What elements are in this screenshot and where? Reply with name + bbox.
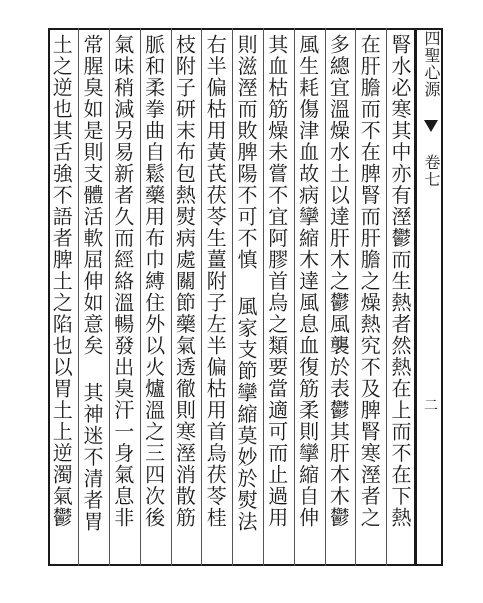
column-rule (325, 28, 326, 566)
volume-label: 卷七 (422, 154, 441, 188)
column-rule (263, 28, 264, 566)
fish-tail-mark (424, 120, 438, 132)
column-rule (109, 28, 110, 566)
book-title: 四聖心源 (422, 30, 441, 98)
text-column: 腎水必寒其中亦有溼鬱而生熱者然熱在上而不在下熱 (387, 34, 412, 529)
text-column: 在肝膽而不在脾腎而肝膽之燥熱究不及脾腎寒溼者之 (357, 34, 382, 529)
text-column: 右半偏枯用黃芪茯苓生薑附子左半偏枯用首烏茯苓桂 (203, 34, 228, 529)
column-rule (294, 28, 295, 566)
column-rule (355, 28, 356, 566)
column-rule (232, 28, 233, 566)
column-rule (140, 28, 141, 566)
text-column: 脈和柔拳曲自鬆藥用布巾縛住外以火爐溫之三四次後 (141, 34, 166, 529)
column-rule (201, 28, 202, 566)
column-rule (386, 28, 387, 566)
text-column: 枝附子研末布包熱熨病處關節藥氣透徹則寒溼消散筋 (172, 34, 197, 529)
text-column: 氣味稍減另易新者久而經絡溫暢發出臭汗一身氣息非 (110, 34, 135, 529)
page-number: 二 (424, 398, 438, 414)
column-rule (171, 28, 172, 566)
text-column: 則滋溼而敗脾陽不可不慎 風家支節攣縮莫妙於熨法 (233, 34, 258, 533)
text-column: 常腥臭如是則支體活軟屈伸如意矣 其神迷不清者胃 (79, 34, 104, 533)
text-column: 多總宜溫燥水土以達肝木之鬱風襲於表鬱其肝木木鬱 (326, 34, 351, 529)
text-column: 其血枯筋燥未嘗不宜阿膠首烏之類要當適可而止過用 (264, 34, 289, 529)
column-rule (78, 28, 79, 566)
text-column: 土之逆也其舌強不語者脾土之陷也以胃土上逆濁氣鬱 (49, 34, 74, 529)
running-header (421, 30, 441, 560)
text-column: 風生耗傷津血故病攣縮木達風息血復筋柔則攣縮自伸 (295, 34, 320, 529)
